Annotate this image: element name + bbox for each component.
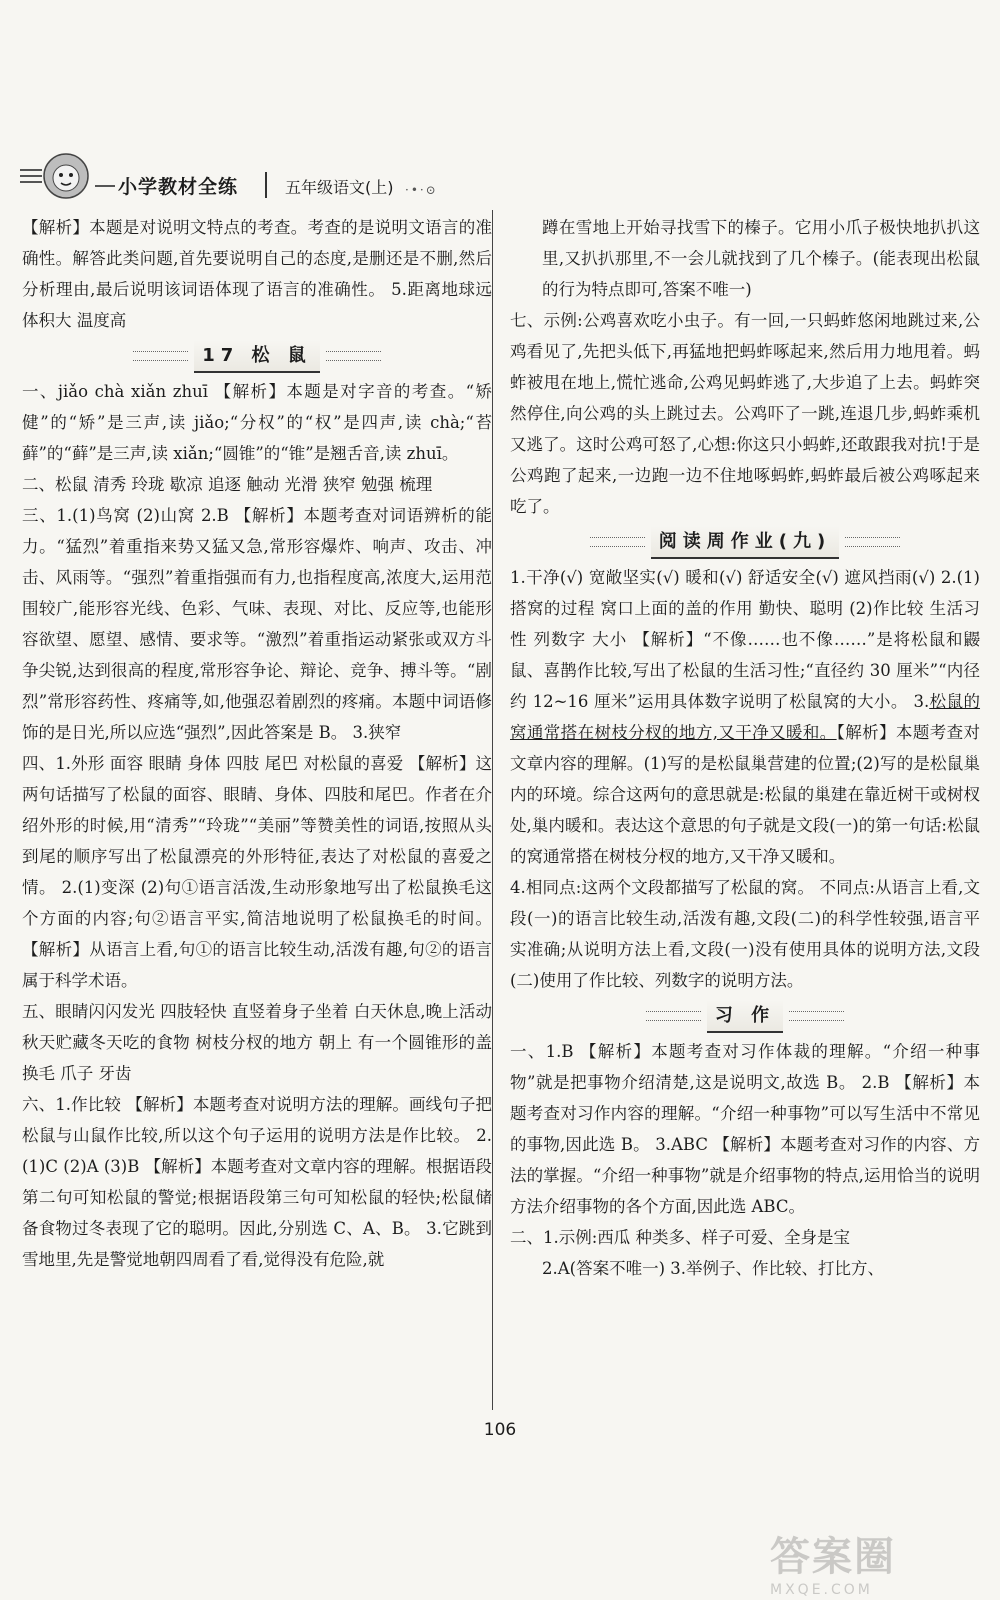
header-decoration: ·•·⊙: [405, 183, 438, 197]
answer-reading-1: [510, 562, 980, 872]
answer-q2: 二、松鼠 清秀 玲珑 歇凉 追逐 触动 光滑 狭窄 勉强 梳理: [22, 475, 433, 494]
underlined-answer: 松鼠的窝通常搭在树枝分杈的地方,又干净又暖和。: [510, 692, 981, 742]
right-column: [510, 212, 980, 1284]
answer-q7: 七、示例:公鸡喜欢吃小虫子。有一回,一只蚂蚱悠闲地跳过来,公鸡看见了,先把头低下,再猛地把蚂蚱啄起来,然后用力地甩着。蚂蚱被甩在地上,慌忙逃命,公鸡见蚂蚱逃了,大步追了上去。蚂蚱突然停住,向公鸡的头上跳过去。公鸡吓了一跳,连退几步,蚂蚱乘机又逃了。这时公鸡可怒了,心想:你这只小蚂蚱,还敢跟我对抗!于是公鸡跑了起来,一边跑一边不住地啄蚂蚱,蚂蚱最后被公鸡啄起来吃了。: [510, 311, 980, 516]
section-title-squirrel: 17 松 鼠: [194, 340, 320, 373]
answer-q6: 六、1.作比较 【解析】本题考查对说明方法的理解。画线句子把松鼠与山鼠作比较,所以这个句子运用的说明方法是作比较。 2.(1)C (2)A (3)B 【解析】本题考查对文章内容的理解。根据语段第二句可知松鼠的警觉;根据语段第三句可知松鼠的轻快;松鼠储备食物过冬表现了它的聪明。因此,分别选 C、A、B。 3.它跳到雪地里,先是警觉地朝四周看了看,觉得没有危险,就: [22, 1095, 492, 1269]
section-heading: [510, 524, 980, 560]
page-number: 106: [483, 1420, 517, 1440]
answer-writing-2b: 2.A(答案不唯一) 3.举例子、作比较、打比方、: [542, 1259, 885, 1278]
answer-reading-4: 4.相同点:这两个文段都描写了松鼠的窝。 不同点:从语言上看,文段(一)的语言比较生动,活泼有趣,文段(二)的科学性较强,语言平实准确;从说明方法上看,文段(一)没有使用具体的说明方法,文段(二)使用了作比较、列数字的说明方法。: [510, 878, 980, 990]
section-title-reading-homework: 阅读周作业(九): [651, 526, 839, 559]
answer-q3: 三、1.(1)鸟窝 (2)山窝 2.B 【解析】本题考查对词语辨析的能力。“猛烈”着重指来势又猛又急,常形容爆炸、响声、攻击、冲击、风雨等。“强烈”着重指强而有力,也指程度高,浓度大,运用范围较广,能形容光线、色彩、气味、表现、对比、反应等,也能形容欲望、愿望、感情、要求等。“激烈”着重指运动紧张或双方斗争尖锐,达到很高的程度,常形容争论、辩论、竞争、搏斗等。“剧烈”常形容药性、疼痛等,如,他强忍着剧烈的疼痛。本题中词语修饰的是日光,所以应选“强烈”,因此答案是 B。 3.狭窄: [22, 506, 492, 742]
left-column: [22, 212, 492, 1275]
section-title-writing: 习 作: [707, 1000, 783, 1033]
header-separator: [265, 172, 267, 198]
answer-paragraph: 【解析】本题是对说明文特点的考查。考查的是说明文语言的准确性。解答此类问题,首先要说明自己的态度,是删还是不删,然后分析理由,最后说明该词语体现了语言的准确性。 5.距离地球远 体积大 温度高: [22, 218, 492, 330]
watermark-logo: [770, 1525, 960, 1598]
answer-reading-1a: 1.干净(√) 宽敞坚实(√) 暖和(√) 舒适安全(√) 遮风挡雨(√) 2.(1)搭窝的过程 窝口上面的盖的作用 勤快、聪明 (2)作比较 生活习性 列数字 大小 【解析】“不像……也不像……”是将松鼠和鼹鼠、喜鹊作比较,写出了松鼠的生活习性;“直径约 30 厘米”“内径约 12~16 厘米”运用具体数字说明了松鼠窝的大小。 3.: [510, 568, 980, 711]
lion-mascot-icon: [20, 150, 92, 202]
answer-q1: 一、jiǎo chà xiǎn zhuī 【解析】本题是对字音的考查。“矫健”的“矫”是三声,读 jiǎo;“分权”的“权”是四声,读 chà;“苔藓”的“藓”是三声,读 xiǎn;“圆锥”的“锥”是翘舌音,读 zhuī。: [22, 382, 492, 463]
answer-q5: 五、眼睛闪闪发光 四肢轻快 直竖着身子坐着 白天休息,晚上活动 秋天贮藏冬天吃的食物 树枝分杈的地方 朝上 有一个圆锥形的盖 换毛 爪子 牙齿: [22, 1002, 492, 1083]
watermark-text: 答案圈: [770, 1534, 896, 1580]
answer-reading-1b: 【解析】本题考查对文章内容的理解。(1)写的是松鼠巢营建的位置;(2)写的是松鼠巢内的环境。综合这两句的意思就是:松鼠的巢建在靠近树干或树杈处,巢内暖和。表达这个意思的句子就是文段(一)的第一句话:松鼠的窝通常搭在树枝分杈的地方,又干净又暖和。: [510, 723, 981, 866]
answer-writing-2a: 二、1.示例:西瓜 种类多、样子可爱、全身是宝: [510, 1228, 851, 1247]
section-heading: [510, 998, 980, 1034]
answer-writing-1: 一、1.B 【解析】本题考查对习作体裁的理解。“介绍一种事物”就是把事物介绍清楚,这是说明文,故选 B。 2.B 【解析】本题考查对习作内容的理解。“介绍一种事物”可以写生活中不常见的事物,因此选 B。 3.ABC 【解析】本题考查对习作的内容、方法的掌握。“介绍一种事物”就是介绍事物的特点,运用恰当的说明方法介绍事物的各个方面,因此选 ABC。: [510, 1042, 980, 1216]
book-grade: 五年级语文(上): [285, 178, 394, 197]
page-header: [0, 150, 1000, 205]
book-title: 小学教材全练: [118, 176, 239, 198]
watermark-url: MXQE.COM: [770, 1582, 873, 1598]
column-divider: [492, 210, 493, 1410]
section-heading: [22, 338, 492, 374]
answer-q4: 四、1.外形 面容 眼睛 身体 四肢 尾巴 对松鼠的喜爱 【解析】这两句话描写了松鼠的面容、眼睛、身体、四肢和尾巴。作者在介绍外形的时候,用“清秀”“玲珑”“美丽”等赞美性的词语,按照从头到尾的顺序写出了松鼠漂亮的外形特征,表达了对松鼠的喜爱之情。 2.(1)变深 (2)句①语言活泼,生动形象地写出了松鼠换毛这个方面的内容;句②语言平实,简洁地说明了松鼠换毛的时间。 【解析】从语言上看,句①的语言比较生动,活泼有趣,句②的语言属于科学术语。: [22, 754, 492, 990]
answer-continued: 蹲在雪地上开始寻找雪下的榛子。它用小爪子极快地扒扒这里,又扒扒那里,不一会儿就找到了几个榛子。(能表现出松鼠的行为特点即可,答案不唯一): [542, 218, 980, 299]
header-rule: [95, 185, 115, 187]
